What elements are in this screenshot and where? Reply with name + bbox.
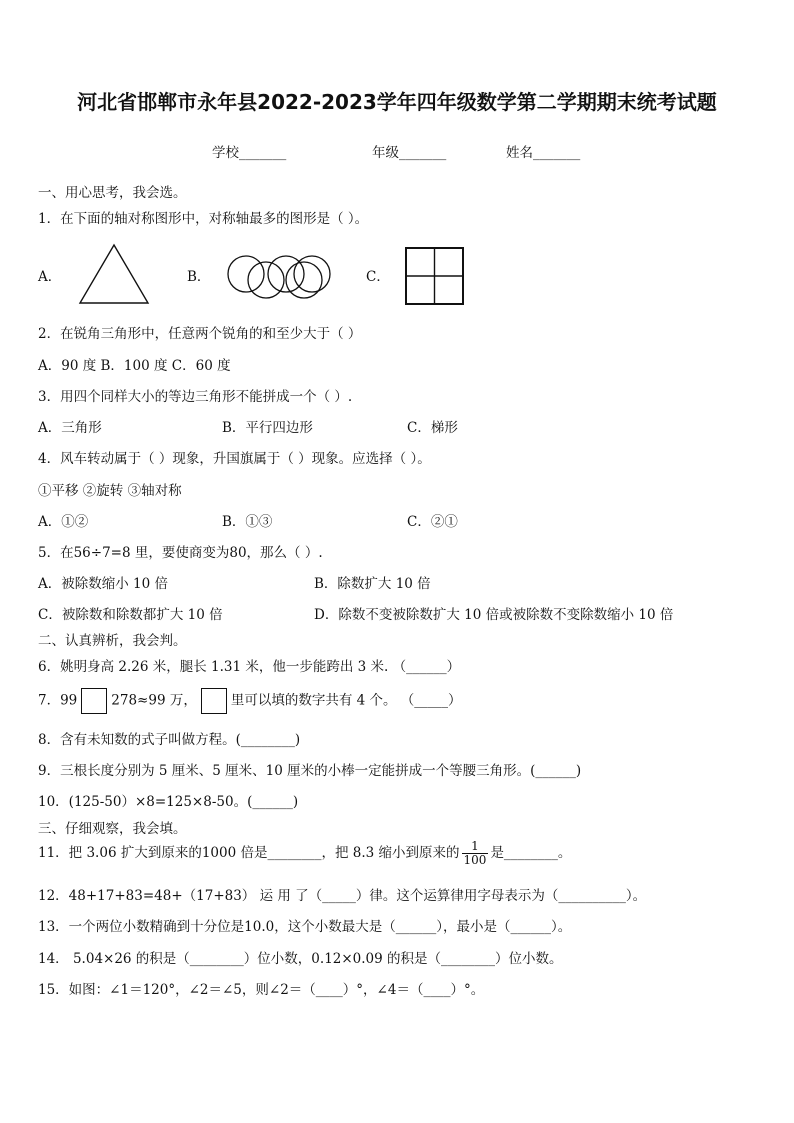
q14-text: 14． 5.04×26 的积是（________）位小数，0.12×0.09 的积是（________）位小数。 [38, 951, 563, 967]
name-field[interactable]: 姓名_______ [506, 145, 581, 161]
five-rings-figure [224, 254, 332, 300]
q15-text: 15．如图：∠1＝120°，∠2＝∠5，则∠2＝（____）°，∠4＝（____）°。 [38, 982, 485, 998]
q11-fraction [462, 840, 489, 867]
q1-stem: 1．在下面的轴对称图形中，对称轴最多的图形是（ ）。 [38, 211, 369, 227]
q4-option-a[interactable]: A．①② [38, 514, 89, 530]
q9-text: 9．三根长度分别为 5 厘米、5 厘米、10 厘米的小棒一定能拼成一个等腰三角形。(______) [38, 763, 582, 779]
q11-fraction-denominator: 100 [463, 853, 487, 867]
q11-part-2: 是________。 [490, 845, 572, 861]
q7-part-3: 里可以填的数字共有 4 个。 （_____） [230, 692, 462, 709]
section-3-heading: 三、仔细观察，我会填。 [38, 821, 187, 837]
q4-items: ①平移 ②旋转 ③轴对称 [38, 483, 182, 499]
q6-text: 6．姚明身高 2.26 米，腿长 1.31 米，他一步能跨出 3 米. （______） [38, 659, 461, 675]
q10-text: 10．(125-50）×8=125×8-50。(______) [38, 794, 299, 810]
q1-option-c[interactable]: C． [366, 269, 390, 285]
q4-option-b[interactable]: B．①③ [222, 514, 273, 530]
q7-box-2[interactable] [201, 688, 227, 714]
q4-stem: 4．风车转动属于（ ）现象，升国旗属于（ ）现象。应选择（ ）。 [38, 451, 431, 467]
q2-stem: 2．在锐角三角形中，任意两个锐角的和至少大于（ ） [38, 326, 362, 342]
square-grid-figure [404, 246, 466, 306]
q3-option-a[interactable]: A．三角形 [38, 420, 102, 436]
section-2-heading: 二、认真辨析，我会判。 [38, 633, 187, 649]
q1-option-a[interactable]: A． [38, 269, 62, 285]
q11-fraction-numerator: 1 [462, 840, 489, 854]
q8-text: 8．含有未知数的式子叫做方程。(________) [38, 732, 301, 748]
q5-option-b[interactable]: B．除数扩大 10 倍 [314, 576, 431, 592]
school-field[interactable]: 学校_______ [212, 145, 287, 161]
q12-text: 12．48+17+83=48+（17+83） 运 用 了（_____）律。这个运算律用字母表示为（__________）。 [38, 888, 647, 904]
grade-field[interactable]: 年级_______ [372, 145, 447, 161]
q4-option-c[interactable]: C．②① [407, 514, 458, 530]
section-1-heading: 一、用心思考，我会选。 [38, 185, 187, 201]
q7-part-1: 7．99 [38, 692, 78, 709]
q1-option-b[interactable]: B． [187, 269, 211, 285]
q3-option-c[interactable]: C．梯形 [407, 420, 458, 436]
q2-options[interactable]: A．90 度 B．100 度 C．60 度 [38, 358, 231, 374]
q7-box-1[interactable] [81, 688, 107, 714]
q5-option-a[interactable]: A．被除数缩小 10 倍 [38, 576, 169, 592]
q5-stem: 5．在56÷7=8 里，要使商变为80，那么（ ）. [38, 545, 323, 561]
q7-line [38, 688, 462, 714]
q11-part-1: 11．把 3.06 扩大到原来的1000 倍是________，把 8.3 缩小到原来的 [38, 845, 460, 861]
q5-option-d[interactable]: D．除数不变被除数扩大 10 倍或被除数不变除数缩小 10 倍 [314, 607, 674, 623]
triangle-figure [78, 243, 150, 305]
q7-part-2: 278≈99 万， [111, 692, 197, 709]
q5-option-c[interactable]: C．被除数和除数都扩大 10 倍 [38, 607, 223, 623]
q11-line [38, 840, 571, 867]
page-title: 河北省邯郸市永年县2022-2023学年四年级数学第二学期期末统考试题 [77, 90, 717, 114]
q3-stem: 3．用四个同样大小的等边三角形不能拼成一个（ ）. [38, 389, 353, 405]
q3-option-b[interactable]: B．平行四边形 [222, 420, 313, 436]
q13-text: 13．一个两位小数精确到十分位是10.0，这个小数最大是（______），最小是（______）。 [38, 919, 572, 935]
